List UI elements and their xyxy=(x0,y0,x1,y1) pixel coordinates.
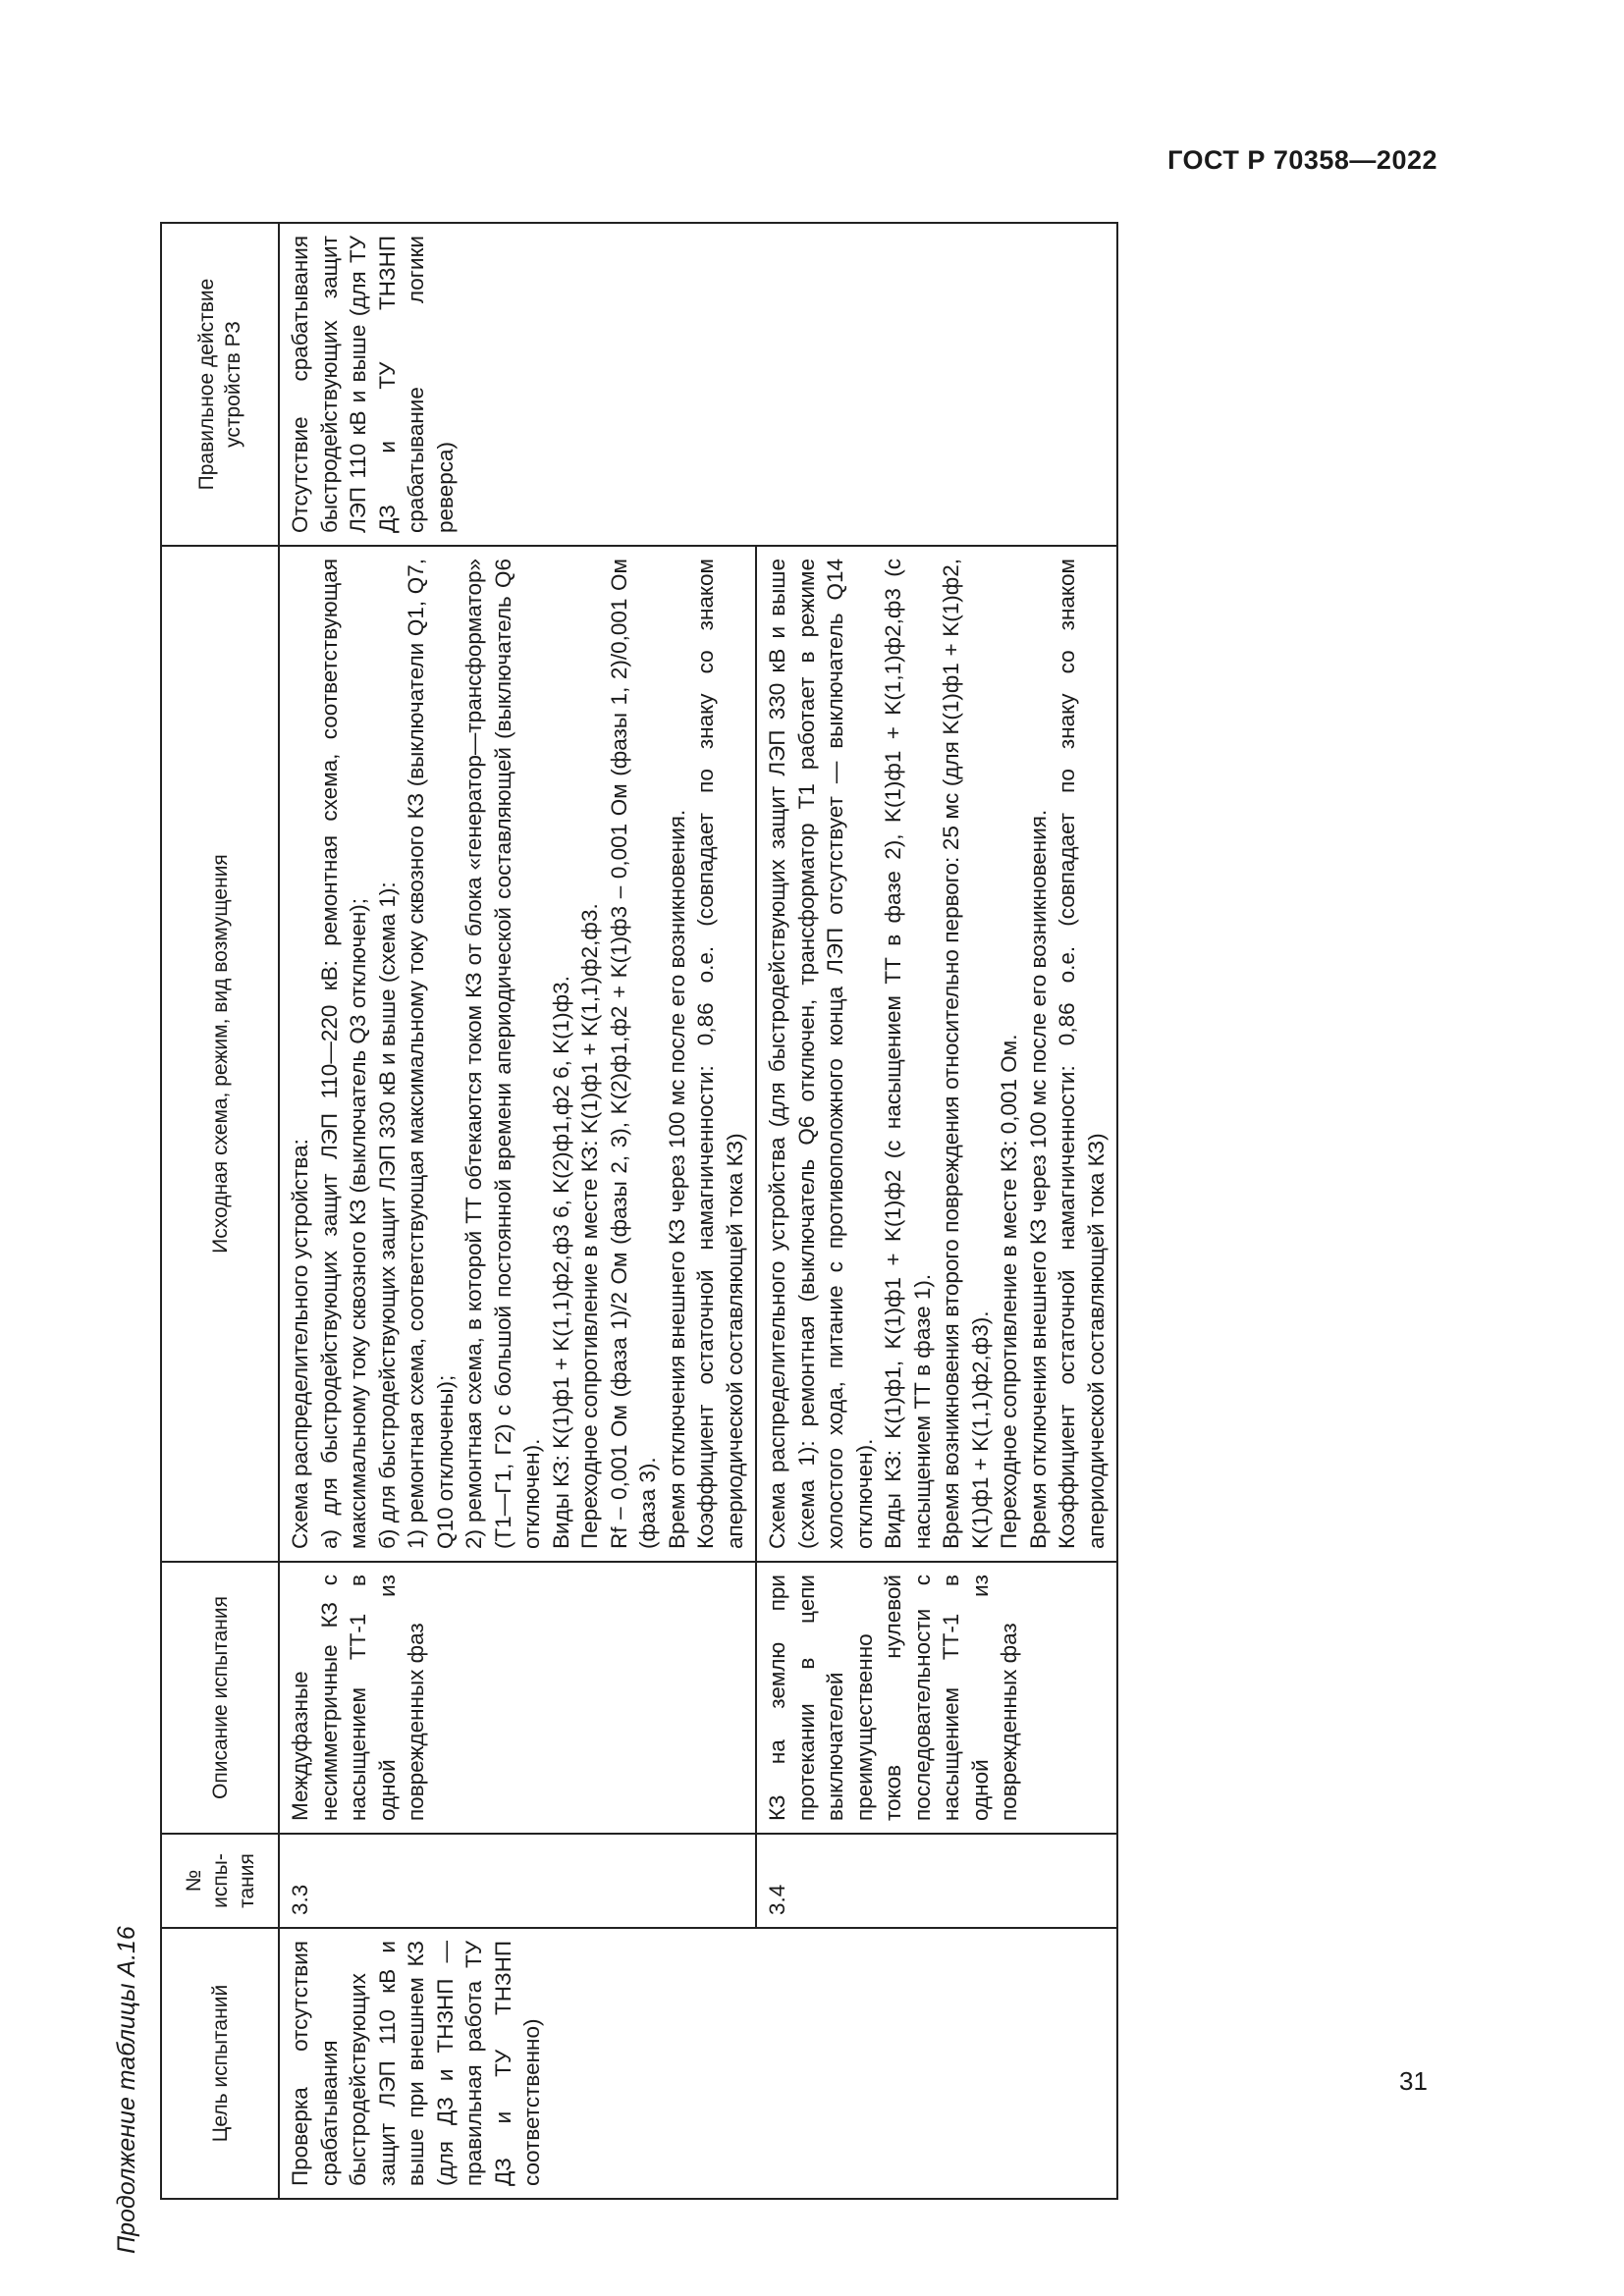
header-scheme: Исходная схема, режим, вид возмущения xyxy=(161,546,279,1562)
test-number-cell: 3.4 xyxy=(756,1834,1117,1928)
header-goal: Цель испытаний xyxy=(161,1928,279,2199)
correct-action-cell: Отсутствие срабатывания быстродействующих защит ЛЭП 110 кВ и выше (для ТУ ДЗ и ТУ ТНЗНП срабатывание логики реверса) xyxy=(279,223,1117,546)
header-correct-action: Правильное действие устройств РЗ xyxy=(161,223,279,546)
scheme-line: Время отключения внешнего КЗ через 100 мс после его возникновения. xyxy=(1025,809,1051,1549)
test-table xyxy=(160,222,1118,2200)
description-cell: КЗ на землю при протекании в цепи выключателей преимущественно токов нулевой последовательности с насыщением ТТ-1 в одной из поврежденных фаз xyxy=(756,1562,1117,1834)
scheme-line: Виды КЗ: K(1)ф1, K(1)ф1 + K(1)ф2 (с насыщением ТТ в фазе 2), K(1)ф1 + K(1,1)ф2,ф3 (с насыщением ТТ в фазе 1). xyxy=(881,559,935,1549)
scheme-line: а) для быстродействующих защит ЛЭП 110—220 кВ: ремонтная схема, соответствующая максимальному току сквозного КЗ (выключатель Q3 отключен); xyxy=(316,559,370,1549)
scheme-line: Коэффициент остаточной намагниченности: 0,86 о.е. (совпадает по знаку со знаком апериодической составляющей тока КЗ) xyxy=(693,559,747,1549)
test-number-cell: 3.3 xyxy=(279,1834,756,1928)
rotated-page-content xyxy=(113,212,1242,2254)
scheme-line: Виды КЗ: K(1)ф1 + K(1,1)ф2,ф3 6, K(2)ф1,ф2 6, K(1)ф3. xyxy=(548,976,573,1549)
description-cell: Междуфазные несимметричные КЗ с насыщением ТТ-1 в одной из поврежденных фаз xyxy=(279,1562,756,1834)
scheme-cell xyxy=(279,546,756,1562)
table-header-row xyxy=(161,223,279,2199)
scheme-cell xyxy=(756,546,1117,1562)
scheme-line: Время отключения внешнего КЗ через 100 мс после его возникновения. xyxy=(664,809,689,1549)
scheme-line: Rf – 0,001 Ом (фаза 1)/2 Ом (фазы 2, 3), K(2)ф1,ф2 + K(1)ф3 – 0,001 Ом (фазы 1, 2)/0,001 Ом (фаза 3). xyxy=(606,559,660,1549)
scheme-line: Переходное сопротивление в месте КЗ: K(1)ф1 + K(1,1)ф2,ф3. xyxy=(577,903,602,1549)
header-description: Описание испытания xyxy=(161,1562,279,1834)
scheme-line: 2) ремонтная схема, в которой ТТ обтекаются током КЗ от блока «генератор—трансформатор» (Т1—Г1, Г2) с большой постоянной времени апериодической составляющей (выключатель Q6 отключен). xyxy=(461,559,544,1549)
table-row xyxy=(279,223,756,2199)
scheme-line: Переходное сопротивление в месте КЗ: 0,001 Ом. xyxy=(997,1034,1021,1549)
standard-designation: ГОСТ Р 70358—2022 xyxy=(1167,145,1437,175)
scheme-line: Время возникновения второго повреждения относительно первого: 25 мс (для K(1)ф1 + K(1)ф2, K(1)ф1 + K(1,1)ф2,ф3). xyxy=(939,559,993,1549)
scheme-line: б) для быстродействующих защит ЛЭП 330 кВ и выше (схема 1): xyxy=(374,881,400,1549)
page-number: 31 xyxy=(1399,2066,1428,2096)
scheme-line: Коэффициент остаточной намагниченности: 0,86 о.е. (совпадает по знаку со знаком апериодической составляющей тока КЗ) xyxy=(1055,559,1109,1549)
scheme-line: Схема распределительного устройства: xyxy=(288,1139,312,1549)
scheme-line: 1) ремонтная схема, соответствующая максимальному току сквозного КЗ (выключатели Q1, Q7, Q10 отключены); xyxy=(404,559,458,1549)
header-test-number: № испы-тания xyxy=(161,1834,279,1928)
table-caption: Продолжение таблицы А.16 xyxy=(113,1926,140,2254)
scheme-line: Схема распределительного устройства (для быстродействующих защит ЛЭП 330 кВ и выше (схема 1): ремонтная (выключатель Q6 отключен, трансформатор Т1 работает в режиме холостого хода, питание с противоположного конца ЛЭП отсутствует — выключатель Q14 отключен). xyxy=(765,559,877,1549)
goal-cell: Проверка отсутствия срабатывания быстродействующих защит ЛЭП 110 кВ и выше при внешнем КЗ (для ДЗ и ТНЗНП — правильная работа ТУ ДЗ и ТУ ТНЗНП соответственно) xyxy=(279,1928,1117,2199)
